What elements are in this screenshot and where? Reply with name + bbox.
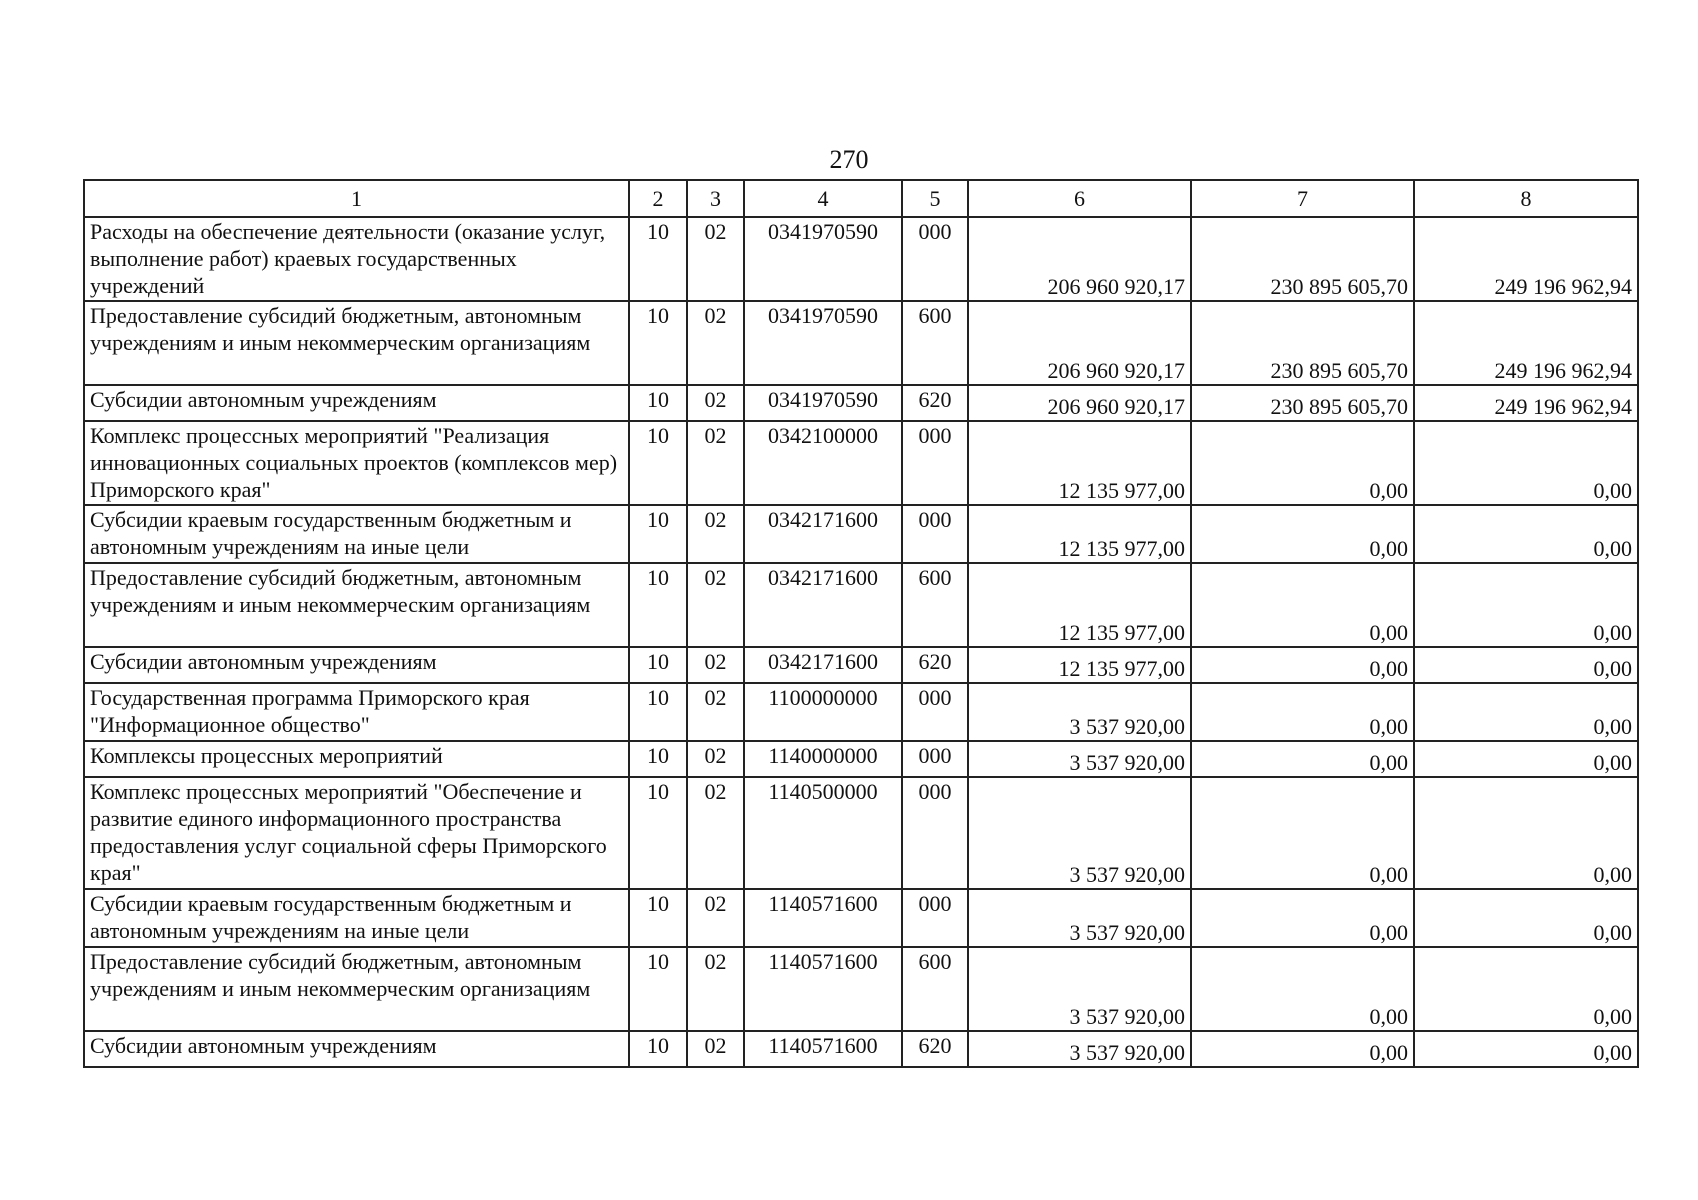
amount-year-1: 3 537 920,00: [968, 741, 1191, 777]
expense-type-code: 000: [902, 505, 968, 563]
amount-year-3: 249 196 962,94: [1414, 385, 1638, 421]
expense-name: Комплекс процессных мероприятий "Реализация инновационных социальных проектов (комплексов мер) Приморского края": [84, 421, 629, 505]
expense-type-code: 000: [902, 777, 968, 889]
expense-type-code: 000: [902, 421, 968, 505]
column-header-1: 1: [84, 180, 629, 217]
target-code: 1140571600: [744, 889, 902, 947]
target-code: 0341970590: [744, 301, 902, 385]
expense-type-code: 620: [902, 1031, 968, 1067]
amount-year-2: 0,00: [1191, 505, 1414, 563]
column-header-4: 4: [744, 180, 902, 217]
expense-name: Комплексы процессных мероприятий: [84, 741, 629, 777]
section-code: 10: [629, 421, 687, 505]
amount-year-2: 0,00: [1191, 777, 1414, 889]
amount-year-2: 0,00: [1191, 889, 1414, 947]
target-code: 1100000000: [744, 683, 902, 741]
amount-year-3: 0,00: [1414, 647, 1638, 683]
target-code: 0342100000: [744, 421, 902, 505]
table-row: [84, 505, 1638, 563]
expense-type-code: 600: [902, 301, 968, 385]
expense-name: Субсидии автономным учреждениям: [84, 385, 629, 421]
subsection-code: 02: [687, 421, 744, 505]
column-header-3: 3: [687, 180, 744, 217]
section-code: 10: [629, 1031, 687, 1067]
target-code: 0342171600: [744, 563, 902, 647]
table-row: [84, 647, 1638, 683]
section-code: 10: [629, 777, 687, 889]
amount-year-1: 3 537 920,00: [968, 777, 1191, 889]
expense-type-code: 620: [902, 647, 968, 683]
expense-type-code: 000: [902, 683, 968, 741]
table-row: [84, 1031, 1638, 1067]
subsection-code: 02: [687, 683, 744, 741]
amount-year-3: 0,00: [1414, 741, 1638, 777]
table-row: [84, 301, 1638, 385]
amount-year-2: 230 895 605,70: [1191, 217, 1414, 301]
amount-year-3: 0,00: [1414, 947, 1638, 1031]
table-header: [84, 180, 1638, 217]
section-code: 10: [629, 217, 687, 301]
amount-year-1: 12 135 977,00: [968, 563, 1191, 647]
section-code: 10: [629, 947, 687, 1031]
expense-name: Субсидии автономным учреждениям: [84, 1031, 629, 1067]
amount-year-1: 12 135 977,00: [968, 505, 1191, 563]
subsection-code: 02: [687, 947, 744, 1031]
subsection-code: 02: [687, 301, 744, 385]
table-row: [84, 741, 1638, 777]
table-row: [84, 947, 1638, 1031]
header-row: [84, 180, 1638, 217]
table-row: [84, 777, 1638, 889]
amount-year-3: 0,00: [1414, 683, 1638, 741]
amount-year-1: 12 135 977,00: [968, 647, 1191, 683]
column-header-8: 8: [1414, 180, 1638, 217]
amount-year-1: 3 537 920,00: [968, 683, 1191, 741]
amount-year-2: 0,00: [1191, 947, 1414, 1031]
target-code: 1140571600: [744, 1031, 902, 1067]
section-code: 10: [629, 741, 687, 777]
table-row: [84, 889, 1638, 947]
amount-year-3: 0,00: [1414, 421, 1638, 505]
amount-year-2: 0,00: [1191, 563, 1414, 647]
amount-year-3: 249 196 962,94: [1414, 217, 1638, 301]
subsection-code: 02: [687, 777, 744, 889]
amount-year-1: 206 960 920,17: [968, 385, 1191, 421]
subsection-code: 02: [687, 563, 744, 647]
expense-name: Предоставление субсидий бюджетным, автономным учреждениям и иным некоммерческим организациям: [84, 947, 629, 1031]
table-row: [84, 217, 1638, 301]
expense-type-code: 620: [902, 385, 968, 421]
target-code: 0342171600: [744, 647, 902, 683]
table-row: [84, 683, 1638, 741]
amount-year-3: 0,00: [1414, 563, 1638, 647]
budget-table: [83, 179, 1639, 1068]
section-code: 10: [629, 301, 687, 385]
subsection-code: 02: [687, 505, 744, 563]
section-code: 10: [629, 683, 687, 741]
amount-year-2: 0,00: [1191, 683, 1414, 741]
column-header-6: 6: [968, 180, 1191, 217]
target-code: 0342171600: [744, 505, 902, 563]
expense-name: Субсидии краевым государственным бюджетным и автономным учреждениям на иные цели: [84, 889, 629, 947]
amount-year-2: 0,00: [1191, 741, 1414, 777]
section-code: 10: [629, 889, 687, 947]
section-code: 10: [629, 385, 687, 421]
amount-year-1: 206 960 920,17: [968, 217, 1191, 301]
amount-year-3: 249 196 962,94: [1414, 301, 1638, 385]
subsection-code: 02: [687, 889, 744, 947]
amount-year-1: 12 135 977,00: [968, 421, 1191, 505]
expense-type-code: 600: [902, 947, 968, 1031]
target-code: 1140500000: [744, 777, 902, 889]
section-code: 10: [629, 505, 687, 563]
expense-name: Комплекс процессных мероприятий "Обеспечение и развитие единого информационного пространства предоставления услуг социальной сферы Приморского края": [84, 777, 629, 889]
amount-year-2: 0,00: [1191, 1031, 1414, 1067]
table-row: [84, 421, 1638, 505]
table-row: [84, 385, 1638, 421]
expense-name: Субсидии краевым государственным бюджетным и автономным учреждениям на иные цели: [84, 505, 629, 563]
amount-year-3: 0,00: [1414, 889, 1638, 947]
amount-year-1: 3 537 920,00: [968, 1031, 1191, 1067]
amount-year-1: 206 960 920,17: [968, 301, 1191, 385]
table-body: [84, 217, 1638, 1067]
expense-name: Субсидии автономным учреждениям: [84, 647, 629, 683]
subsection-code: 02: [687, 385, 744, 421]
expense-type-code: 000: [902, 889, 968, 947]
target-code: 0341970590: [744, 385, 902, 421]
target-code: 0341970590: [744, 217, 902, 301]
expense-name: Предоставление субсидий бюджетным, автономным учреждениям и иным некоммерческим организациям: [84, 301, 629, 385]
target-code: 1140000000: [744, 741, 902, 777]
amount-year-2: 230 895 605,70: [1191, 385, 1414, 421]
amount-year-3: 0,00: [1414, 505, 1638, 563]
expense-name: Государственная программа Приморского края "Информационное общество": [84, 683, 629, 741]
section-code: 10: [629, 563, 687, 647]
expense-name: Предоставление субсидий бюджетным, автономным учреждениям и иным некоммерческим организациям: [84, 563, 629, 647]
expense-type-code: 000: [902, 741, 968, 777]
amount-year-2: 0,00: [1191, 647, 1414, 683]
subsection-code: 02: [687, 217, 744, 301]
target-code: 1140571600: [744, 947, 902, 1031]
expense-name: Расходы на обеспечение деятельности (оказание услуг, выполнение работ) краевых государственных учреждений: [84, 217, 629, 301]
table-row: [84, 563, 1638, 647]
expense-type-code: 000: [902, 217, 968, 301]
amount-year-1: 3 537 920,00: [968, 947, 1191, 1031]
amount-year-2: 230 895 605,70: [1191, 301, 1414, 385]
column-header-2: 2: [629, 180, 687, 217]
amount-year-3: 0,00: [1414, 777, 1638, 889]
subsection-code: 02: [687, 1031, 744, 1067]
amount-year-1: 3 537 920,00: [968, 889, 1191, 947]
section-code: 10: [629, 647, 687, 683]
subsection-code: 02: [687, 741, 744, 777]
amount-year-2: 0,00: [1191, 421, 1414, 505]
amount-year-3: 0,00: [1414, 1031, 1638, 1067]
column-header-7: 7: [1191, 180, 1414, 217]
column-header-5: 5: [902, 180, 968, 217]
expense-type-code: 600: [902, 563, 968, 647]
subsection-code: 02: [687, 647, 744, 683]
page-number: 270: [829, 145, 869, 174]
